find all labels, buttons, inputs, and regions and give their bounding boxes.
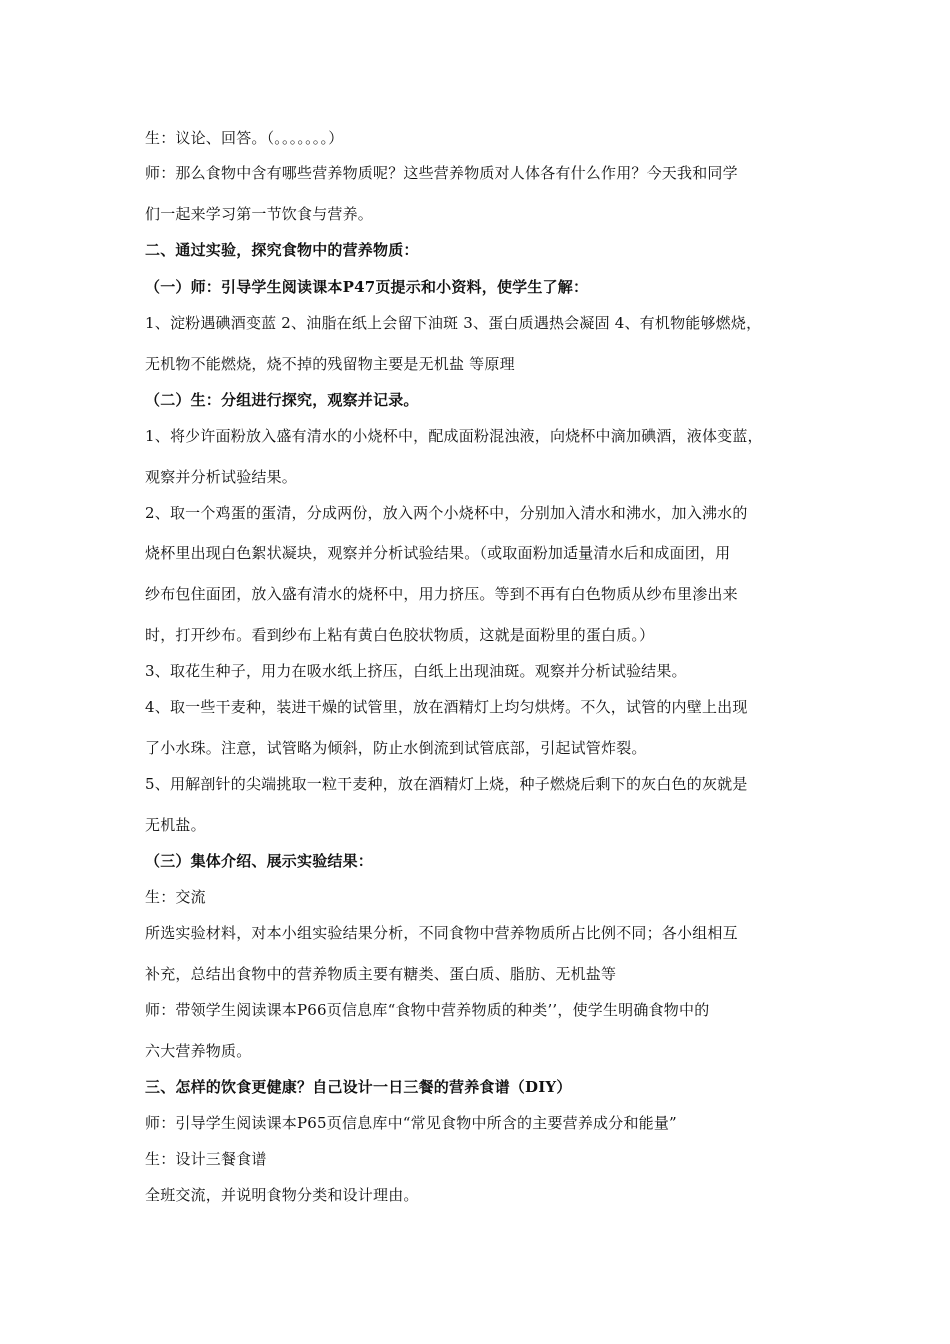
text-line: 们一起来学习第一节饮食与营养。 [145, 205, 374, 223]
text-line: 3、取花生种子，用力在吸水纸上挤压，白纸上出现油斑。观察并分析试验结果。 [145, 662, 687, 680]
text-line: 纱布包住面团，放入盛有清水的烧杯中，用力挤压。等到不再有白色物质从纱布里渗出来 [145, 585, 738, 603]
text-line: 六大营养物质。 [145, 1042, 252, 1060]
text-line: 无机物不能燃烧，烧不掉的残留物主要是无机盐 等原理 [145, 355, 515, 373]
text-line: 所选实验材料，对本小组实验结果分析，不同食物中营养物质所占比例不同；各小组相互 [145, 924, 738, 942]
text-line: 生：议论、回答。（。。。。。。。） [145, 129, 344, 147]
text-line: 无机盐。 [145, 816, 206, 834]
text-line: 生：设计三餐食谱 [145, 1150, 267, 1168]
text-line: 补充，总结出食物中的营养物质主要有糖类、蛋白质、脂肪、无机盐等 [145, 965, 617, 983]
text-line: 观察并分析试验结果。 [145, 468, 298, 486]
text-line: 4、取一些干麦种，装进干燥的试管里，放在酒精灯上均匀烘烤。不久，试管的内壁上出现 [145, 698, 748, 716]
text-line: 生：交流 [145, 888, 206, 906]
text-line: 1、淀粉遇碘酒变蓝 2、油脂在纸上会留下油斑 3、蛋白质遇热会凝固 4、有机物能够燃烧， [145, 314, 762, 332]
text-line: 全班交流，并说明食物分类和设计理由。 [145, 1186, 419, 1204]
subsection-heading: （二）生：分组进行探究，观察并记录。 [145, 391, 419, 409]
text-line: 烧杯里出现白色絮状凝块，观察并分析试验结果。（或取面粉加适量清水后和成面团，用 [145, 544, 731, 562]
text-line: 5、用解剖针的尖端挑取一粒干麦种，放在酒精灯上烧，种子燃烧后剩下的灰白色的灰就是 [145, 775, 748, 793]
text-line: 师：那么食物中含有哪些营养物质呢？这些营养物质对人体各有什么作用？今天我和同学 [145, 164, 738, 182]
text-line: 2、取一个鸡蛋的蛋清，分成两份，放入两个小烧杯中，分别加入清水和沸水，加入沸水的 [145, 504, 748, 522]
text-line: 1、将少许面粉放入盛有清水的小烧杯中，配成面粉混浊液，向烧杯中滴加碘酒，液体变蓝， [145, 427, 763, 445]
text-line: 师：引导学生阅读课本P65页信息库中“常见食物中所含的主要营养成分和能量” [145, 1114, 677, 1132]
section-heading: 三、怎样的饮食更健康？自己设计一日三餐的营养食谱（DIY） [145, 1078, 572, 1096]
subsection-heading: （三）集体介绍、展示实验结果： [145, 852, 374, 870]
text-line: 时，打开纱布。看到纱布上粘有黄白色胶状物质，这就是面粉里的蛋白质。） [145, 626, 655, 644]
section-heading: 二、通过实验，探究食物中的营养物质： [145, 241, 419, 259]
text-line: 了小水珠。注意，试管略为倾斜，防止水倒流到试管底部，引起试管炸裂。 [145, 739, 647, 757]
text-line: 师：带领学生阅读课本P66页信息库“食物中营养物质的种类’’，使学生明确食物中的 [145, 1001, 710, 1019]
subsection-heading: （一）师：引导学生阅读课本P47页提示和小资料，使学生了解： [145, 278, 589, 296]
